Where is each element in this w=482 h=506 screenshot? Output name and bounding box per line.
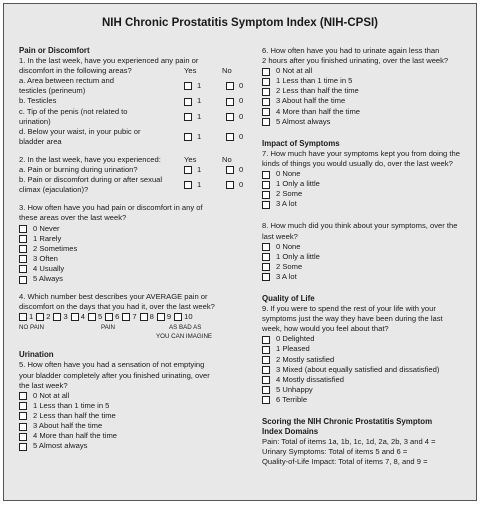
option-label: 5 Always <box>33 273 63 283</box>
q7-option[interactable] <box>262 189 474 199</box>
q6-text: 6. How often have you had to urinate again less than <box>262 46 440 55</box>
option-label: 5 Unhappy <box>276 384 313 394</box>
option-label: 2 Sometimes <box>33 243 78 253</box>
option-label: 5 Almost always <box>276 116 331 126</box>
option-label: 0 None <box>276 169 301 179</box>
q1c-row <box>19 107 249 127</box>
option-label: 1 Pleased <box>276 344 310 354</box>
q8-option[interactable] <box>262 242 474 252</box>
option-label: 2 Less than half the time <box>276 86 359 96</box>
q3-text-line2: these areas over the last week? <box>19 213 127 223</box>
q9-option[interactable] <box>262 395 474 405</box>
section-heading-pain: Pain or Discomfort <box>19 46 90 55</box>
q1d-yes-value: 1 <box>197 131 202 141</box>
option-label: 3 Often <box>33 253 58 263</box>
q2b-no-value: 0 <box>239 180 244 190</box>
q4-anchors-line2 <box>19 332 249 342</box>
q6-text-line2: 2 hours after you finished urinating, over the last week? <box>262 56 449 66</box>
checkbox[interactable] <box>19 402 27 410</box>
checkbox[interactable] <box>262 366 270 374</box>
option-label: 3 A lot <box>276 199 297 209</box>
q5-option[interactable] <box>19 391 249 401</box>
scale-checkbox-5[interactable] <box>88 313 96 321</box>
questionnaire-form <box>3 3 477 501</box>
q5-option[interactable] <box>19 411 249 421</box>
scale-checkbox-3[interactable] <box>53 313 61 321</box>
q1-yes-no-header <box>19 66 249 76</box>
section-heading-quality-of-life: Quality of Life <box>262 293 315 303</box>
q6-option[interactable] <box>262 76 474 86</box>
q1c-no-checkbox[interactable] <box>226 113 234 121</box>
q1b-yes-value: 1 <box>197 96 202 106</box>
option-label: 2 Some <box>276 261 303 271</box>
option-label: 4 Mostly dissatisfied <box>276 374 344 384</box>
scale-value: 8 <box>149 312 154 322</box>
q7-option[interactable] <box>262 199 474 209</box>
q1a-no-checkbox[interactable] <box>226 82 234 90</box>
q9-option[interactable] <box>262 334 474 344</box>
q4-text: 4. Which number best describes your AVERAGE pain or <box>19 292 208 302</box>
checkbox[interactable] <box>262 108 270 116</box>
q1b-label: b. Testicles <box>19 96 57 106</box>
q2a-no-value: 0 <box>239 165 244 175</box>
option-label: 0 None <box>276 241 301 251</box>
checkbox[interactable] <box>262 118 270 126</box>
q6-option[interactable] <box>262 96 474 106</box>
q2-header <box>19 155 249 165</box>
q7-option[interactable] <box>262 169 474 179</box>
option-label: 1 Only a little <box>276 251 320 261</box>
q8-text-line2: last week? <box>262 231 298 241</box>
q3-option[interactable] <box>19 264 249 274</box>
option-label: 6 Terrible <box>276 394 308 404</box>
q9-option[interactable] <box>262 385 474 395</box>
q3-option[interactable] <box>19 244 249 254</box>
section-heading-urination: Urination <box>19 350 54 360</box>
checkbox[interactable] <box>19 235 27 243</box>
option-label: 3 About half the time <box>276 96 346 106</box>
q2a-yes-value: 1 <box>197 165 202 175</box>
option-label: 1 Less than 1 time in 5 <box>33 400 110 410</box>
q5-text: 5. How often have you had a sensation of not emptying <box>19 360 205 370</box>
checkbox[interactable] <box>262 88 270 96</box>
q8-option[interactable] <box>262 272 474 282</box>
checkbox[interactable] <box>262 171 270 179</box>
scale-value: 10 <box>184 312 193 322</box>
option-label: 3 A lot <box>276 271 297 281</box>
q9-text-line3: week, how would you feel about that? <box>262 324 389 334</box>
q8-text: 8. How much did you think about your symptoms, over the <box>262 221 458 231</box>
scale-checkbox-1[interactable] <box>19 313 27 321</box>
checkbox[interactable] <box>262 263 270 271</box>
q5-option[interactable] <box>19 421 249 431</box>
q6-option[interactable] <box>262 66 474 76</box>
left-column <box>19 46 249 451</box>
q4-text-line2: discomfort on the days that you had it, over the last week? <box>19 302 215 312</box>
q1b-row <box>19 96 249 106</box>
scale-value: 9 <box>166 312 172 322</box>
checkbox[interactable] <box>19 443 27 451</box>
option-label: 2 Some <box>276 189 303 199</box>
q3-text: 3. How often have you had pain or discomfort in any of <box>19 203 203 213</box>
option-label: 5 Almost always <box>33 441 88 451</box>
option-label: 2 Mostly satisfied <box>276 354 335 364</box>
q7-text-line2: kinds of things you would usually do, over the last week? <box>262 158 453 168</box>
q6-option[interactable] <box>262 117 474 127</box>
checkbox[interactable] <box>262 253 270 261</box>
yes-header: Yes <box>184 66 197 76</box>
checkbox[interactable] <box>262 181 270 189</box>
scale-value: 7 <box>132 312 137 322</box>
q2b-label: b. Pain or discomfort during or after sexual <box>19 175 163 185</box>
q9-option[interactable] <box>262 344 474 354</box>
q2a-row <box>19 165 249 175</box>
checkbox[interactable] <box>19 433 27 441</box>
checkbox[interactable] <box>262 396 270 404</box>
checkbox[interactable] <box>262 201 270 209</box>
q1c-yes-value: 1 <box>197 111 202 121</box>
q2-no-header: No <box>222 154 232 164</box>
q5-option[interactable] <box>19 431 249 441</box>
scoring-urinary: Urinary Symptoms: Total of items 5 and 6 = <box>262 447 408 457</box>
q3-option[interactable] <box>19 224 249 234</box>
q2b-label-line2: climax (ejaculation)? <box>19 185 89 195</box>
q2-text: 2. In the last week, have you experienced: <box>19 154 161 164</box>
option-label: 0 Never <box>33 223 60 233</box>
scale-value: 5 <box>97 312 103 322</box>
option-label: 4 More than half the time <box>33 431 117 441</box>
option-label: 2 Less than half the time <box>33 410 116 420</box>
section-heading-impact: Impact of Symptoms <box>262 138 340 148</box>
anchor-pain: PAIN <box>101 324 115 332</box>
checkbox[interactable] <box>262 243 270 251</box>
q3-option[interactable] <box>19 254 249 264</box>
scale-value: 2 <box>46 312 51 322</box>
checkbox[interactable] <box>262 78 270 86</box>
q2-yes-header: Yes <box>184 154 197 164</box>
right-column <box>262 46 474 467</box>
checkbox[interactable] <box>262 68 270 76</box>
checkbox[interactable] <box>262 346 270 354</box>
q1a-label: a. Area between rectum and <box>19 76 114 86</box>
scale-value: 1 <box>29 312 34 322</box>
scale-value: 4 <box>80 312 85 322</box>
option-label: 4 More than half the time <box>276 106 360 116</box>
q8-option[interactable] <box>262 262 474 272</box>
scoring-pain: Pain: Total of items 1a, 1b, 1c, 1d, 2a, 2b, 3 and 4 = <box>262 437 436 447</box>
q2a-yes-checkbox[interactable] <box>184 166 192 174</box>
q2a-label: a. Pain or burning during urination? <box>19 165 138 175</box>
q1b-no-value: 0 <box>239 96 244 106</box>
q1d-no-checkbox[interactable] <box>226 133 234 141</box>
checkbox[interactable] <box>19 276 27 284</box>
q6-option[interactable] <box>262 86 474 96</box>
checkbox[interactable] <box>262 273 270 281</box>
q1a-yes-checkbox[interactable] <box>184 82 192 90</box>
form-title: NIH Chronic Prostatitis Symptom Index (NIH-CPSI) <box>101 17 379 29</box>
anchor-as-bad-as: AS BAD AS <box>169 324 202 332</box>
q8-option[interactable] <box>262 252 474 262</box>
scale-checkbox-7[interactable] <box>122 313 130 321</box>
q3-option[interactable] <box>19 234 249 244</box>
option-label: 0 Delighted <box>276 334 315 344</box>
q1-text-line2: discomfort in the following areas? <box>19 66 132 76</box>
q1d-row <box>19 127 249 147</box>
q1c-label: c. Tip of the penis (not related to <box>19 106 128 116</box>
option-label: 1 Rarely <box>33 233 62 243</box>
option-label: 0 Not at all <box>276 66 313 76</box>
q1d-label-line2: bladder area <box>19 136 62 146</box>
scale-checkbox-2[interactable] <box>36 313 44 321</box>
q2b-no-checkbox[interactable] <box>226 181 234 189</box>
scoring-heading-line2: Index Domains <box>262 427 319 437</box>
checkbox[interactable] <box>262 356 270 364</box>
checkbox[interactable] <box>19 245 27 253</box>
q1c-yes-checkbox[interactable] <box>184 113 192 121</box>
q4-scale <box>19 312 249 322</box>
option-label: 4 Usually <box>33 263 65 273</box>
q9-option[interactable] <box>262 355 474 365</box>
option-label: 0 Not at all <box>33 390 70 400</box>
option-label: 1 Only a little <box>276 179 320 189</box>
q1d-yes-checkbox[interactable] <box>184 133 192 141</box>
q1a-no-value: 0 <box>239 81 244 91</box>
option-label: 1 Less than 1 time in 5 <box>276 76 353 86</box>
checkbox[interactable] <box>262 98 270 106</box>
checkbox[interactable] <box>19 265 27 273</box>
q2b-yes-value: 1 <box>197 180 202 190</box>
checkbox[interactable] <box>262 336 270 344</box>
q1c-no-value: 0 <box>239 111 244 121</box>
option-label: 3 Mixed (about equally satisfied and dissatisfied) <box>276 364 440 374</box>
q5-option[interactable] <box>19 401 249 411</box>
no-header: No <box>222 66 232 76</box>
q1a-label-line2: testicles (perineum) <box>19 86 86 96</box>
scale-checkbox-6[interactable] <box>105 313 113 321</box>
q9-text-line2: symptoms just the way they have been during the last <box>262 314 443 324</box>
q5-text-line3: the last week? <box>19 380 68 390</box>
option-label: 3 About half the time <box>33 421 103 430</box>
q4-anchors <box>19 322 249 332</box>
q5-option[interactable] <box>19 441 249 451</box>
q1d-label: d. Below your waist, in your pubic or <box>19 126 141 136</box>
scale-checkbox-8[interactable] <box>140 313 148 321</box>
checkbox[interactable] <box>19 423 27 431</box>
scoring-qol: Quality-of-Life Impact: Total of items 7, 8, and 9 = <box>262 457 428 467</box>
scoring-heading: Scoring the NIH Chronic Prostatitis Symptom <box>262 417 433 426</box>
scale-checkbox-9[interactable] <box>157 313 165 321</box>
scale-checkbox-4[interactable] <box>71 313 79 321</box>
scale-value: 6 <box>115 312 120 322</box>
checkbox[interactable] <box>262 376 270 384</box>
q2a-no-checkbox[interactable] <box>226 166 234 174</box>
q1b-yes-checkbox[interactable] <box>184 98 192 106</box>
q5-text-line2: your bladder completely after you finished urinating, over <box>19 370 210 380</box>
checkbox[interactable] <box>19 255 27 263</box>
q3-option[interactable] <box>19 274 249 284</box>
checkbox[interactable] <box>19 412 27 420</box>
scale-checkbox-10[interactable] <box>174 313 182 321</box>
q9-option[interactable] <box>262 375 474 385</box>
q6-option[interactable] <box>262 107 474 117</box>
q1a-yes-value: 1 <box>197 81 202 91</box>
q1d-no-value: 0 <box>239 131 244 141</box>
checkbox[interactable] <box>262 386 270 394</box>
checkbox[interactable] <box>19 225 27 233</box>
checkbox[interactable] <box>19 392 27 400</box>
anchor-no-pain: NO PAIN <box>19 324 44 332</box>
checkbox[interactable] <box>262 191 270 199</box>
anchor-you-can-imagine: YOU CAN IMAGINE <box>156 333 213 341</box>
q1b-no-checkbox[interactable] <box>226 98 234 106</box>
scale-value: 3 <box>63 312 68 322</box>
q1c-label-line2: urination) <box>19 116 51 126</box>
q1a-row <box>19 76 249 96</box>
q2b-yes-checkbox[interactable] <box>184 181 192 189</box>
q9-text: 9. If you were to spend the rest of your life with your <box>262 304 436 314</box>
q1-text: 1. In the last week, have you experienced any pain or <box>19 56 199 66</box>
q9-option[interactable] <box>262 365 474 375</box>
q7-text: 7. How much have your symptoms kept you from doing the <box>262 148 460 158</box>
q7-option[interactable] <box>262 179 474 189</box>
q2b-row <box>19 175 249 195</box>
